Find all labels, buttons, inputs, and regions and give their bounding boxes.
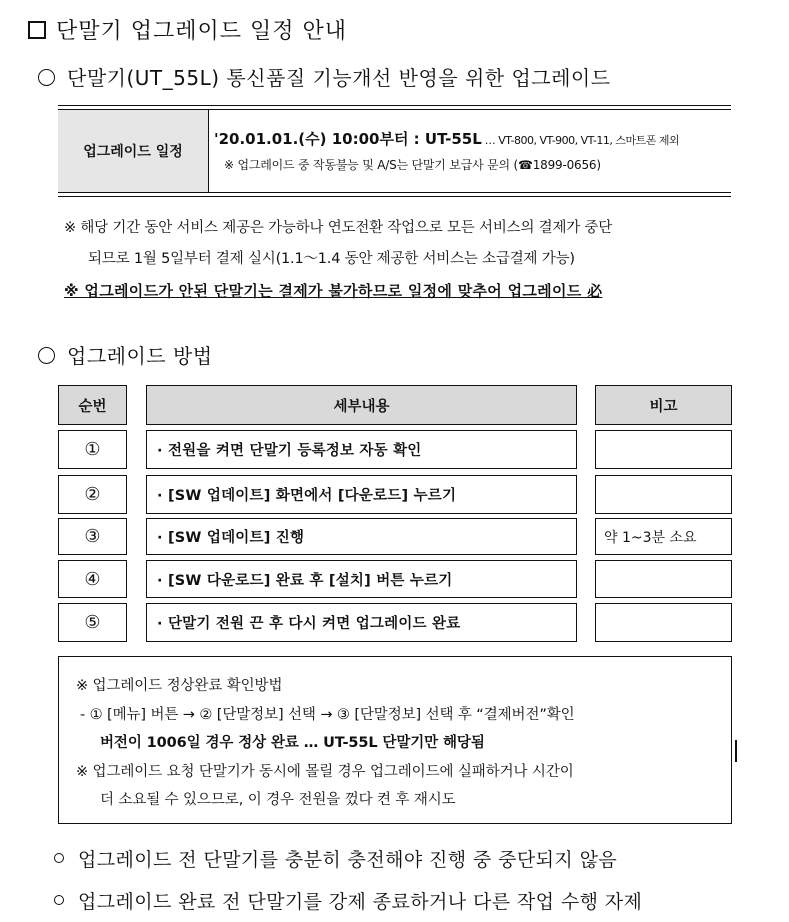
bottom-note-2-text: 업그레이드 완료 전 단말기를 강제 종료하거나 다른 작업 수행 자제: [78, 891, 643, 913]
small-circle-bullet-icon: [54, 853, 64, 863]
bottom-note-1: [54, 845, 617, 872]
table-row-5-remark: [595, 603, 732, 642]
table-header-remark: 비고: [595, 385, 732, 425]
section1-heading: [38, 62, 611, 91]
table-row-4-remark: [595, 560, 732, 598]
small-circle-bullet-icon: [54, 895, 64, 905]
check-method-title: ※ 업그레이드 정상완료 확인방법: [76, 678, 283, 694]
schedule-as-note: ※ 업그레이드 중 작동불능 및 A/S는 단말기 보급사 문의 (☎1899-0656): [224, 158, 601, 172]
schedule-date-main: '20.01.01.(수) 10:00부터 : UT-55L: [214, 130, 482, 148]
table-header-detail: 세부내용: [146, 385, 577, 425]
table-row-5-no: ⑤: [58, 603, 127, 642]
check-method-result: 버전이 1006일 경우 정상 완료 … UT-55L 단말기만 해당됨: [100, 735, 485, 751]
table-row-1-remark: [595, 430, 732, 469]
table-row-2-remark: [595, 475, 732, 514]
table-row-2-no: ②: [58, 475, 127, 514]
note-line-1: ※ 해당 기간 동안 서비스 제공은 가능하나 연도전환 작업으로 모든 서비스의 결제가 중단: [64, 220, 613, 236]
retry-note-line-1: ※ 업그레이드 요청 단말기가 동시에 몰릴 경우 업그레이드에 실패하거나 시간이: [76, 764, 574, 780]
table-row-1-detail: · 전원을 켜면 단말기 등록정보 자동 확인: [146, 430, 577, 469]
bottom-note-2: [54, 887, 642, 914]
warning-note: ※ 업그레이드가 안된 단말기는 결제가 불가하므로 일정에 맞추어 업그레이드 必: [64, 282, 603, 300]
circle-bullet-icon: [38, 69, 55, 86]
table-header-no: 순번: [58, 385, 127, 425]
schedule-top-rule: [58, 105, 731, 106]
retry-note-line-2: 더 소요될 수 있으므로, 이 경우 전원을 껐다 켠 후 재시도: [100, 792, 456, 808]
table-row-3-detail: · [SW 업데이트] 진행: [146, 518, 577, 555]
bottom-note-1-text: 업그레이드 전 단말기를 충분히 충전해야 진행 중 중단되지 않음: [78, 849, 618, 871]
checkbox-square-icon: [28, 21, 46, 39]
table-row-1-no: ①: [58, 430, 127, 469]
schedule-bottom-rule: [58, 196, 731, 197]
schedule-date-exclusions: … VT-800, VT-900, VT-11, 스마트폰 제외: [481, 134, 680, 147]
text-cursor: [735, 740, 737, 762]
section1-heading-text: 단말기(UT_55L) 통신품질 기능개선 반영을 위한 업그레이드: [67, 66, 611, 90]
page-title: [28, 14, 347, 45]
table-row-2-detail: · [SW 업데이트] 화면에서 [다운로드] 누르기: [146, 475, 577, 514]
schedule-label: 업그레이드 일정: [58, 110, 209, 192]
check-method-steps: - ① [메뉴] 버튼 → ② [단말정보] 선택 → ③ [단말정보] 선택 후 “결제버전”확인: [80, 707, 575, 723]
section2-heading-text: 업그레이드 방법: [67, 344, 213, 368]
section2-heading: [38, 340, 213, 369]
schedule-bottom-rule-inner: [58, 192, 731, 193]
table-row-3-no: ③: [58, 518, 127, 555]
circle-bullet-icon: [38, 347, 55, 364]
note-line-2: 되므로 1월 5일부터 결제 실시(1.1～1.4 동안 제공한 서비스는 소급결제 가능): [88, 251, 575, 267]
table-row-3-remark: 약 1~3분 소요: [595, 518, 732, 555]
page-title-text: 단말기 업그레이드 일정 안내: [56, 19, 348, 44]
table-row-5-detail: · 단말기 전원 끈 후 다시 켜면 업그레이드 완료: [146, 603, 577, 642]
table-row-4-no: ④: [58, 560, 127, 598]
schedule-date-line: [214, 128, 679, 149]
table-row-4-detail: · [SW 다운로드] 완료 후 [설치] 버튼 누르기: [146, 560, 577, 598]
